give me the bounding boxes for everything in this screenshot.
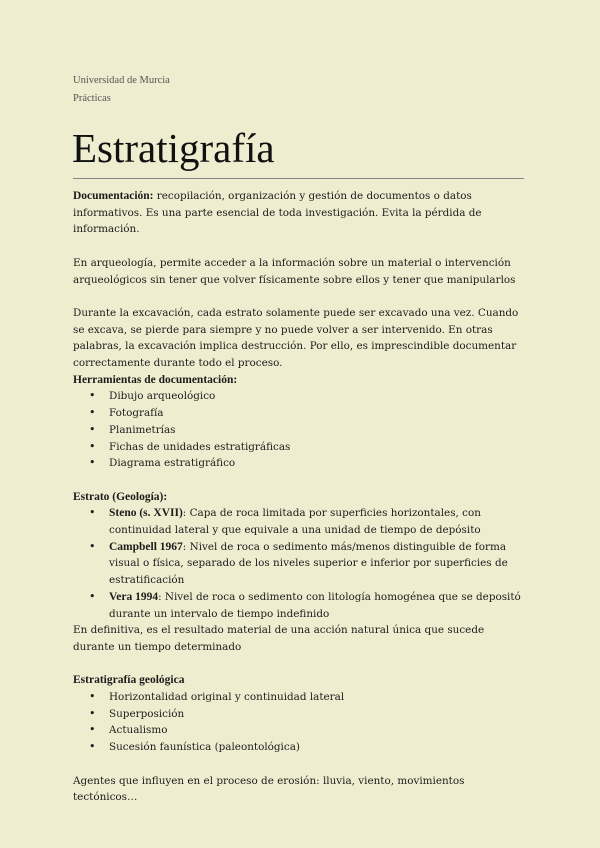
geologica-list — [73, 689, 525, 756]
list-item: • Horizontalidad original y continuidad lateral — [73, 689, 525, 706]
definition-author: Campbell 1967 — [109, 540, 183, 553]
page-header — [73, 72, 170, 108]
list-item: • Diagrama estratigráfico — [73, 455, 525, 472]
tools-list — [73, 388, 525, 472]
definition-text: : Nivel de roca o sedimento con litología homogénea que se depositó durante un intervalo de tiempo indefinido — [109, 590, 521, 620]
documentacion-label: Documentación: — [73, 190, 154, 202]
list-item: • Sucesión faunística (paleontológica) — [73, 739, 525, 756]
documentacion-text: recopilación, organización y gestión de documentos o datos informativos. Es una parte esencial de toda investigación. Evita la pérdida de información. — [73, 190, 482, 236]
paragraph-documentacion — [73, 188, 525, 238]
list-item: • Actualismo — [73, 722, 525, 739]
definition-item — [73, 505, 525, 538]
title-divider — [73, 178, 524, 179]
university-name: Universidad de Murcia — [73, 75, 170, 86]
definition-author: Steno (s. XVII) — [109, 507, 183, 520]
estrato-conclusion: En definitiva, es el resultado material de una acción natural única que sucede durante un tiempo determinado — [73, 624, 485, 653]
list-item: • Dibujo arqueológico — [73, 388, 525, 405]
geologica-heading: Estratigrafía geológica — [73, 674, 185, 687]
section-name: Prácticas — [73, 93, 111, 104]
definition-author: Vera 1994 — [109, 590, 159, 603]
estrato-definitions-list — [73, 505, 525, 622]
list-item: • Fotografía — [73, 405, 525, 422]
definition-text: : Capa de roca limitada por superficies horizontales, con continuidad lateral y que equivale a una unidad de tiempo de depósito — [109, 507, 481, 537]
document-body — [73, 188, 525, 806]
definition-item — [73, 539, 525, 589]
definition-text: : Nivel de roca o sedimento más/menos distinguible de forma visual o física, separado de los niveles superior e inferior por superficies de estratificación — [109, 540, 508, 587]
estrato-heading: Estrato (Geología): — [73, 490, 168, 503]
tools-heading: Herramientas de documentación: — [73, 373, 238, 386]
paragraph-excavacion: Durante la excavación, cada estrato solamente puede ser excavado una vez. Cuando se excava, se pierde para siempre y no puede volver a ser intervenido. En otras palabras, la excavación implica destrucción. Por ello, es imprescindible documentar correctamente durante todo el proceso. — [73, 306, 519, 369]
list-item: • Fichas de unidades estratigráficas — [73, 439, 525, 456]
page-title: Estratigrafía — [72, 125, 275, 171]
definition-item — [73, 589, 525, 622]
paragraph-agentes: Agentes que influyen en el proceso de erosión: lluvia, viento, movimientos tectónicos… — [73, 774, 465, 804]
paragraph-arqueologia: En arqueología, permite acceder a la información sobre un material o intervención arqueológicos sin tener que volver físicamente sobre ellos y tener que manipularlos — [73, 256, 516, 286]
list-item: • Planimetrías — [73, 422, 525, 439]
list-item: • Superposición — [73, 706, 525, 723]
